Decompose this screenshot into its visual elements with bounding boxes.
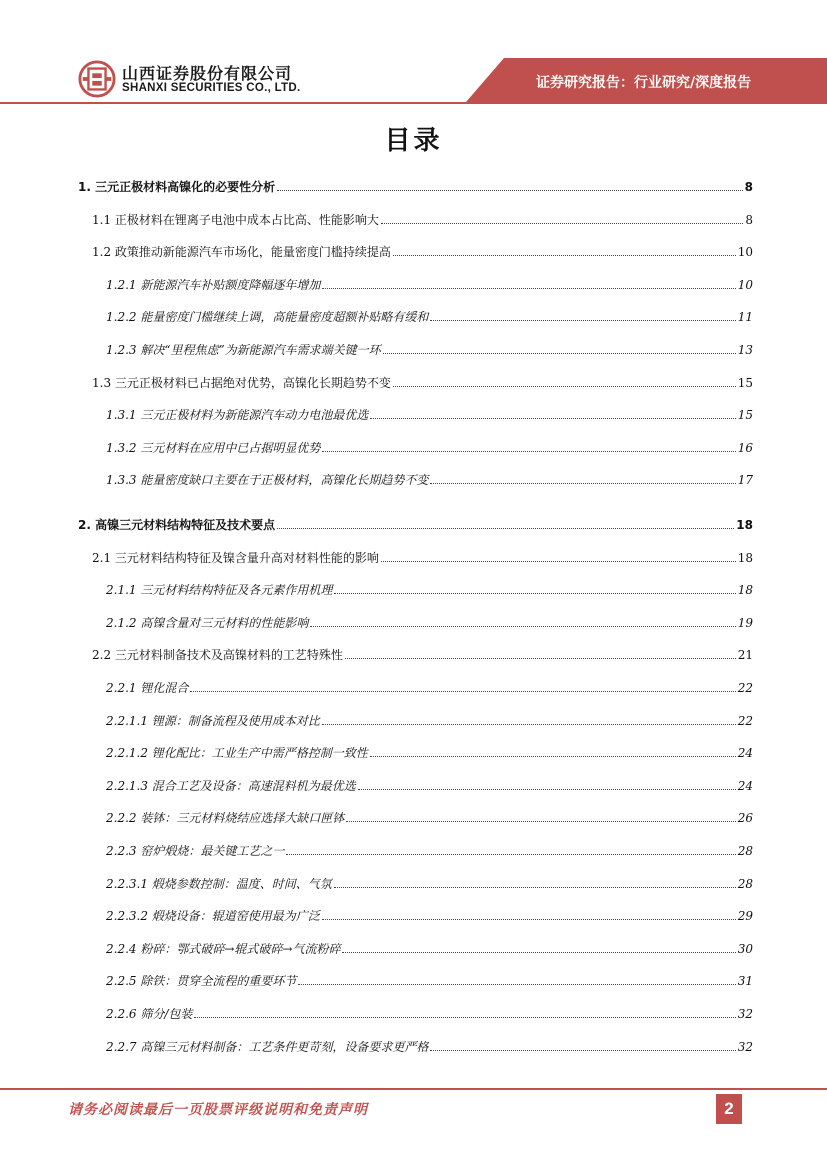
- toc-leader-dots: [277, 190, 743, 191]
- toc-entry[interactable]: [78, 178, 753, 198]
- toc-entry-page: 17: [737, 473, 753, 488]
- toc-entry-page: 18: [737, 583, 753, 598]
- toc-entry[interactable]: [106, 809, 753, 829]
- toc-entry-page: 10: [737, 277, 753, 292]
- toc-entry[interactable]: [92, 211, 753, 231]
- toc-leader-dots: [381, 223, 743, 224]
- toc-entry[interactable]: [106, 875, 753, 895]
- toc-leader-dots: [393, 255, 736, 256]
- toc-leader-dots: [430, 320, 735, 321]
- toc-entry-label: 2.1 三元材料结构特征及镍含量升高对材料性能的影响: [92, 550, 379, 565]
- toc-leader-dots: [345, 658, 736, 659]
- toc-entry-label: 2.1.2 高镍含量对三元材料的性能影响: [106, 615, 309, 630]
- toc-entry-page: 32: [737, 1007, 753, 1021]
- toc-entry[interactable]: [106, 1038, 753, 1058]
- toc-leader-dots: [334, 593, 735, 594]
- toc-entry[interactable]: [106, 712, 753, 732]
- toc-entry[interactable]: [78, 516, 753, 536]
- page-header: [0, 0, 827, 110]
- page-number: 2: [716, 1094, 742, 1124]
- toc-entry-page: 24: [737, 746, 753, 761]
- toc-entry-page: 30: [737, 941, 753, 956]
- toc-entry[interactable]: [106, 679, 753, 699]
- toc-entry-label: 2.2.5 除铁：贯穿全流程的重要环节: [106, 974, 297, 989]
- toc-entry-label: 2.1.1 三元材料结构特征及各元素作用机理: [106, 583, 333, 598]
- toc-leader-dots: [346, 821, 735, 822]
- toc-leader-dots: [358, 789, 736, 790]
- toc-entry[interactable]: [106, 1005, 753, 1025]
- toc-entry-page: 13: [737, 343, 753, 357]
- toc-entry-page: 10: [737, 245, 753, 260]
- toc-leader-dots: [322, 724, 736, 725]
- footer-divider: [0, 1088, 827, 1090]
- toc-entry-label: 1.2.3 解决“里程焦虑”为新能源汽车需求端关键一环: [106, 343, 381, 357]
- toc-entry-label: 1.3.2 三元材料在应用中已占据明显优势: [106, 440, 321, 455]
- toc-entry[interactable]: [106, 614, 753, 634]
- toc-entry-label: 1.2.1 新能源汽车补贴额度降幅逐年增加: [106, 277, 321, 292]
- toc-entry-page: 19: [737, 615, 753, 630]
- toc-entry[interactable]: [92, 374, 753, 394]
- toc-leader-dots: [342, 952, 735, 953]
- header-divider: [0, 102, 827, 104]
- toc-entry-label: 1.3.1 三元正极材料为新能源汽车动力电池最优选: [106, 408, 369, 423]
- toc-entry-label: 2. 高镍三元材料结构特征及技术要点: [78, 518, 276, 532]
- toc-entry-page: 29: [737, 909, 753, 924]
- toc-entry-page: 18: [736, 518, 753, 532]
- toc-leader-dots: [190, 691, 735, 692]
- toc-entry-page: 24: [737, 778, 753, 793]
- toc-entry[interactable]: [92, 646, 753, 666]
- toc-entry[interactable]: [106, 308, 753, 328]
- toc-leader-dots: [370, 756, 736, 757]
- report-type: 证券研究报告：行业研究/深度报告: [536, 75, 752, 91]
- toc-leader-dots: [430, 483, 735, 484]
- toc-entry-page: 21: [737, 648, 753, 663]
- toc-leader-dots: [277, 528, 734, 529]
- toc-entry[interactable]: [106, 581, 753, 601]
- toc-entry-label: 2.2.1 锂化混合: [106, 681, 189, 695]
- toc-entry-label: 2.2.4 粉碎：鄂式破碎→辊式破碎→气流粉碎: [106, 941, 341, 956]
- toc-entry-label: 2.2.2 装钵：三元材料烧结应选择大缺口匣钵: [106, 811, 345, 826]
- toc-entry[interactable]: [106, 744, 753, 764]
- toc-entry-label: 2.2.1.1 锂源：制备流程及使用成本对比: [106, 713, 320, 728]
- company-logo-icon: [78, 60, 116, 98]
- toc-entry-label: 1.2 政策推动新能源汽车市场化，能量密度门槛持续提高: [92, 245, 391, 260]
- toc-entry-label: 2.2.1.3 混合工艺及设备：高速混料机为最优选: [106, 778, 356, 793]
- footer-disclaimer: 请务必阅读最后一页股票评级说明和免责声明: [68, 1102, 368, 1118]
- toc-entry[interactable]: [106, 940, 753, 960]
- toc-entry-page: 11: [737, 310, 753, 325]
- toc-leader-dots: [383, 353, 736, 354]
- toc-entry-label: 2.2.3.2 煅烧设备：辊道窑使用最为广泛: [106, 909, 320, 924]
- toc-leader-dots: [393, 386, 736, 387]
- toc-entry-label: 1.3.3 能量密度缺口主要在于正极材料，高镍化长期趋势不变: [106, 473, 429, 488]
- toc-entry-label: 2.2.7 高镍三元材料制备：工艺条件更苛刻，设备要求更严格: [106, 1039, 429, 1054]
- toc-leader-dots: [381, 561, 736, 562]
- toc-entry-label: 2.2.6 筛分/包装: [106, 1007, 193, 1021]
- toc-entry[interactable]: [106, 276, 753, 296]
- toc-leader-dots: [286, 854, 735, 855]
- toc-entry-page: 32: [737, 1039, 753, 1054]
- toc-entry-label: 1.1 正极材料在锂离子电池中成本占比高、性能影响大: [92, 212, 379, 227]
- toc-entry[interactable]: [106, 439, 753, 459]
- toc-entry-label: 2.2.1.2 锂化配比：工业生产中需严格控制一致性: [106, 746, 368, 761]
- toc-leader-dots: [310, 626, 735, 627]
- toc-entry[interactable]: [92, 243, 753, 263]
- toc-entry[interactable]: [106, 341, 753, 361]
- toc-entry-page: 22: [737, 681, 753, 695]
- toc-entry-page: 16: [737, 440, 753, 455]
- toc-entry-page: 31: [737, 974, 753, 989]
- toc-entry[interactable]: [106, 907, 753, 927]
- toc-entry-label: 1.3 三元正极材料已占据绝对优势，高镍化长期趋势不变: [92, 375, 391, 390]
- page-title: 目录: [384, 126, 443, 156]
- toc-entry-label: 2.2.3 窑炉煅烧：最关键工艺之一: [106, 844, 285, 858]
- toc-leader-dots: [430, 1050, 735, 1051]
- toc-leader-dots: [194, 1017, 735, 1018]
- toc-entry-label: 1. 三元正极材料高镍化的必要性分析: [78, 180, 276, 194]
- toc-entry-page: 8: [744, 180, 753, 194]
- toc-entry-page: 18: [737, 550, 753, 565]
- toc-entry-label: 2.2 三元材料制备技术及高镍材料的工艺特殊性: [92, 648, 343, 663]
- toc-entry[interactable]: [106, 406, 753, 426]
- toc-entry-page: 8: [745, 212, 753, 227]
- toc-leader-dots: [334, 887, 736, 888]
- toc-entry-page: 22: [737, 713, 753, 728]
- toc-leader-dots: [322, 919, 736, 920]
- toc-entry[interactable]: [106, 777, 753, 797]
- toc-leader-dots: [298, 984, 735, 985]
- toc-entry-page: 26: [737, 811, 753, 826]
- toc-entry-page: 15: [737, 375, 753, 390]
- toc-entry[interactable]: [106, 972, 753, 992]
- toc-entry-label: 2.2.3.1 煅烧参数控制：温度、时间、气氛: [106, 876, 332, 891]
- toc-entry[interactable]: [106, 471, 753, 491]
- toc-leader-dots: [322, 288, 735, 289]
- toc-entry[interactable]: [106, 842, 753, 862]
- company-name-en: SHANXI SECURITIES CO., LTD.: [122, 82, 301, 94]
- toc-leader-dots: [322, 451, 735, 452]
- toc-leader-dots: [370, 418, 735, 419]
- toc-entry-label: 1.2.2 能量密度门槛继续上调，高能量密度超额补贴略有缓和: [106, 310, 429, 325]
- toc-entry[interactable]: [92, 549, 753, 569]
- toc-entry-page: 28: [737, 844, 753, 858]
- toc-entry-page: 15: [737, 408, 753, 423]
- company-name-cn: 山西证券股份有限公司: [122, 64, 293, 83]
- toc-entry-page: 28: [737, 876, 753, 891]
